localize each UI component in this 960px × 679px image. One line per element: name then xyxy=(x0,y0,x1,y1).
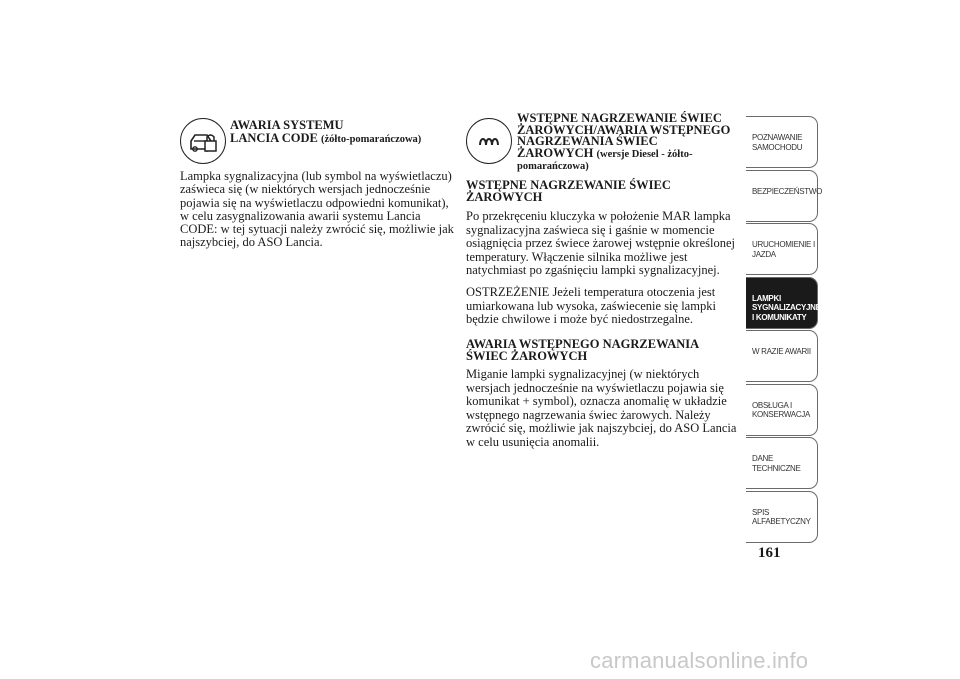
car-lock-icon xyxy=(180,118,226,164)
watermark: carmanualsonline.info xyxy=(590,648,809,673)
tab-lampki-sygnalizacyjne[interactable] xyxy=(746,277,821,329)
tab-label: W RAZIE AWARII xyxy=(752,347,811,356)
tab-label: URUCHOMIENIE I JAZDA xyxy=(752,240,815,259)
tab-label: SPIS ALFABETYCZNY xyxy=(752,507,811,526)
right-paragraph-failure: Miganie lampki sygnalizacyjnej (w niektórych wersjach jednocześnie na wyświetlaczu pojawia się komunikat + symbol), oznacza anomalię w układzie wstępnego nagrzewania świec żarowych. Należy zwrócić się, możliwie jak najszybciej, do ASO Lancia w celu usunięcia anomalii. xyxy=(466,367,737,449)
glow-plug-icon xyxy=(466,118,512,164)
chapter-tabs xyxy=(746,116,823,544)
right-section-heading xyxy=(517,113,737,173)
right-subheading-failure: AWARIA WSTĘPNEGO NAGRZEWANIA ŚWIEC ŻAROWYCH xyxy=(466,337,699,363)
tab-label: BEZPIECZEŃSTWO xyxy=(752,186,823,196)
left-section-heading-line1: AWARIA SYSTEMU xyxy=(230,118,344,132)
right-subheading-preheat: WSTĘPNE NAGRZEWANIE ŚWIEC ŻAROWYCH xyxy=(466,178,671,204)
tab-obsluga-i-konserwacja[interactable] xyxy=(746,384,818,436)
right-heading-note: (wersje Diesel - żółto-pomarańczowa) xyxy=(517,148,693,173)
tab-w-razie-awarii[interactable] xyxy=(746,330,818,382)
right-paragraph-warning: OSTRZEŻENIE Jeżeli temperatura otoczenia jest umiarkowana lub wysoka, zaświecenie się lampki będzie chwilowe i może być niedostrzegalne. xyxy=(466,285,716,326)
tab-label: DANE TECHNICZNE xyxy=(752,454,801,473)
tab-spis-alfabetyczny[interactable] xyxy=(746,491,818,543)
left-heading-main: LANCIA CODE xyxy=(230,131,318,145)
tab-bezpieczenstwo[interactable] xyxy=(746,170,823,222)
right-heading-main: WSTĘPNE NAGRZEWANIE ŚWIEC ŻAROWYCH/AWARIA WSTĘPNEGO NAGRZEWANIA ŚWIEC ŻAROWYCH xyxy=(517,111,731,160)
tab-uruchomienie-i-jazda[interactable] xyxy=(746,223,818,275)
tab-label: LAMPKI SYGNALIZACYJNE I KOMUNIKATY xyxy=(752,293,821,322)
left-heading-note: (żółto-pomarańczowa) xyxy=(321,134,422,145)
tab-label: POZNAWANIE SAMOCHODU xyxy=(752,133,803,152)
right-paragraph-preheat: Po przekręceniu kluczyka w położenie MAR lampka sygnalizacyjna zaświeca się i gaśnie w momencie osiągnięcia przez świece żarowej wstępnie określonej temperatury. Włączenie silnika możliwe jest natychmiast po zgaśnięciu lampki sygnalizacyjnej. xyxy=(466,209,735,277)
page-number: 161 xyxy=(758,545,781,561)
left-body-text: Lampka sygnalizacyjna (lub symbol na wyświetlaczu) zaświeca się (w niektórych wersjach jednocześnie pojawia się na wyświetlaczu odpowiedni komunikat), w celu zasygnalizowania awarii systemu Lancia CODE: w tej sytuacji należy zwrócić się, możliwie jak najszybciej, do ASO Lancia. xyxy=(180,169,454,250)
tab-label: OBSŁUGA I KONSERWACJA xyxy=(752,400,811,419)
tab-dane-techniczne[interactable] xyxy=(746,437,818,489)
tab-poznawanie-samochodu[interactable] xyxy=(746,116,818,168)
left-section-heading-line2 xyxy=(230,131,455,147)
